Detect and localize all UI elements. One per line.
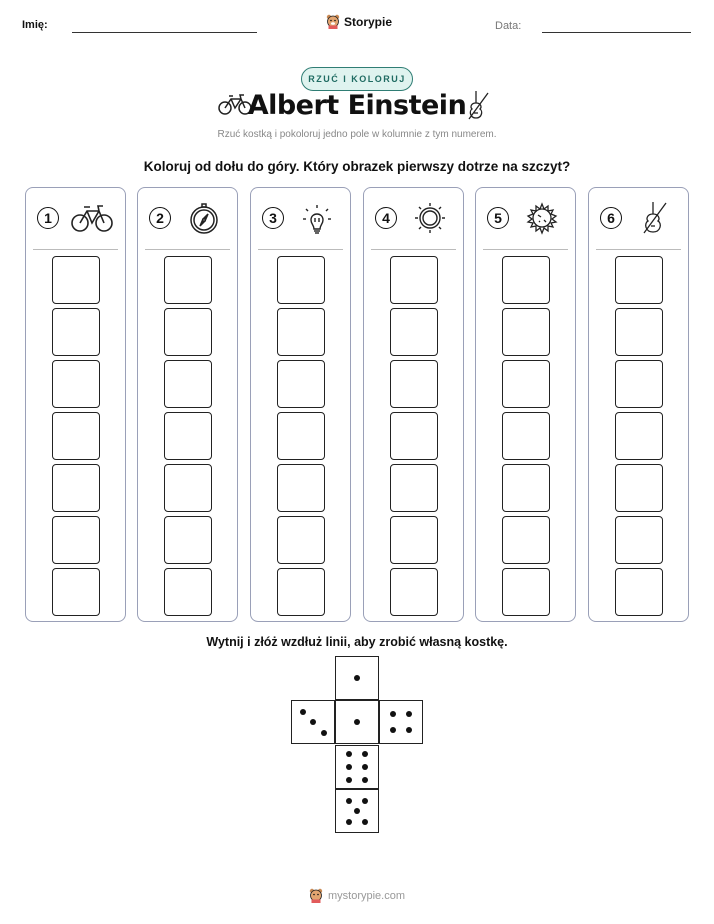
column-divider	[33, 249, 118, 250]
color-cell[interactable]	[164, 464, 212, 512]
violin-icon	[633, 200, 677, 236]
column-header	[26, 200, 125, 236]
color-cell[interactable]	[615, 516, 663, 564]
column-header	[138, 200, 237, 236]
light-bulb-icon	[295, 200, 339, 236]
page-title: Albert Einstein	[247, 90, 467, 121]
dice-pip	[354, 719, 360, 725]
color-cell[interactable]	[52, 412, 100, 460]
column-number: 5	[487, 207, 509, 229]
column-number: 4	[375, 207, 397, 229]
color-cell[interactable]	[277, 516, 325, 564]
dice-pip	[321, 730, 327, 736]
dice-face-1	[335, 656, 379, 700]
column-divider	[145, 249, 230, 250]
color-cell[interactable]	[502, 360, 550, 408]
dice-instruction: Wytnij i złóż wzdłuż linii, aby zrobić własną kostkę.	[206, 635, 508, 649]
dice-face-3	[291, 700, 335, 744]
page-subtitle: Rzuć kostką i pokoloruj jedno pole w kolumnie z tym numerem.	[217, 129, 497, 140]
color-cell[interactable]	[502, 412, 550, 460]
color-cell[interactable]	[615, 568, 663, 616]
dice-pip	[346, 751, 352, 757]
dice-face-4	[379, 700, 423, 744]
dice-pip	[362, 777, 368, 783]
dice-pip	[310, 719, 316, 725]
dice-face-1	[335, 700, 379, 744]
column-header	[589, 200, 688, 236]
date-label: Data:	[495, 20, 522, 32]
column-number: 1	[37, 207, 59, 229]
color-cell[interactable]	[502, 568, 550, 616]
date-line[interactable]	[542, 32, 691, 33]
color-cell[interactable]	[164, 256, 212, 304]
bear-icon	[309, 888, 323, 903]
brand-name: Storypie	[344, 14, 393, 29]
color-cell[interactable]	[164, 308, 212, 356]
color-cell[interactable]	[277, 256, 325, 304]
color-cell[interactable]	[615, 308, 663, 356]
instruction-text: Koloruj od dołu do góry. Który obrazek pierwszy dotrze na szczyt?	[143, 159, 571, 174]
color-cell[interactable]	[164, 516, 212, 564]
color-cell[interactable]	[390, 256, 438, 304]
color-cell[interactable]	[502, 256, 550, 304]
color-cell[interactable]	[164, 360, 212, 408]
color-cell[interactable]	[390, 360, 438, 408]
color-cell[interactable]	[52, 256, 100, 304]
column-divider	[596, 249, 681, 250]
dice-pip	[346, 764, 352, 770]
brand-logo	[326, 14, 392, 29]
dice-pip	[362, 751, 368, 757]
color-cell[interactable]	[277, 412, 325, 460]
color-cell[interactable]	[615, 360, 663, 408]
column-3	[250, 187, 351, 622]
sun-flare-icon	[520, 200, 564, 236]
dice-pip	[362, 764, 368, 770]
color-cell[interactable]	[277, 568, 325, 616]
dice-pip	[354, 675, 360, 681]
column-number: 2	[149, 207, 171, 229]
column-number: 3	[262, 207, 284, 229]
color-cell[interactable]	[390, 516, 438, 564]
name-line[interactable]	[72, 32, 257, 33]
column-divider	[371, 249, 456, 250]
color-cell[interactable]	[390, 308, 438, 356]
dice-pip	[362, 798, 368, 804]
color-cell[interactable]	[615, 464, 663, 512]
dice-pip	[406, 727, 412, 733]
footer	[0, 888, 714, 903]
color-cell[interactable]	[615, 412, 663, 460]
dice-pip	[390, 727, 396, 733]
violin-icon	[465, 89, 491, 121]
dice-pip	[390, 711, 396, 717]
column-divider	[258, 249, 343, 250]
column-header	[251, 200, 350, 236]
column-header	[476, 200, 575, 236]
dice-pip	[406, 711, 412, 717]
color-cell[interactable]	[277, 360, 325, 408]
color-cell[interactable]	[52, 568, 100, 616]
dice-pip	[300, 709, 306, 715]
footer-url[interactable]: mystorypie.com	[327, 889, 406, 902]
column-divider	[483, 249, 568, 250]
color-cell[interactable]	[164, 412, 212, 460]
color-cell[interactable]	[52, 360, 100, 408]
column-1	[25, 187, 126, 622]
color-cell[interactable]	[502, 516, 550, 564]
color-cell[interactable]	[615, 256, 663, 304]
color-cell[interactable]	[390, 464, 438, 512]
column-number: 6	[600, 207, 622, 229]
color-cell[interactable]	[52, 516, 100, 564]
color-cell[interactable]	[277, 308, 325, 356]
column-5	[475, 187, 576, 622]
dice-face-5	[335, 789, 379, 833]
dice-pip	[346, 777, 352, 783]
color-cell[interactable]	[277, 464, 325, 512]
column-6	[588, 187, 689, 622]
dice-pip	[354, 808, 360, 814]
column-header	[364, 200, 463, 236]
color-cell[interactable]	[164, 568, 212, 616]
color-cell[interactable]	[390, 412, 438, 460]
color-cell[interactable]	[502, 308, 550, 356]
column-2	[137, 187, 238, 622]
color-cell[interactable]	[390, 568, 438, 616]
bicycle-icon	[70, 200, 114, 236]
dice-pip	[346, 819, 352, 825]
dice-pip	[362, 819, 368, 825]
column-4	[363, 187, 464, 622]
color-cell[interactable]	[52, 308, 100, 356]
dice-face-6	[335, 745, 379, 789]
color-cell[interactable]	[52, 464, 100, 512]
activity-badge: RZUĆ I KOLORUJ	[301, 67, 413, 91]
dice-pip	[346, 798, 352, 804]
bear-icon	[326, 14, 340, 29]
compass-icon	[182, 200, 226, 236]
name-label: Imię:	[22, 19, 48, 31]
sun-icon	[408, 200, 452, 236]
color-cell[interactable]	[502, 464, 550, 512]
